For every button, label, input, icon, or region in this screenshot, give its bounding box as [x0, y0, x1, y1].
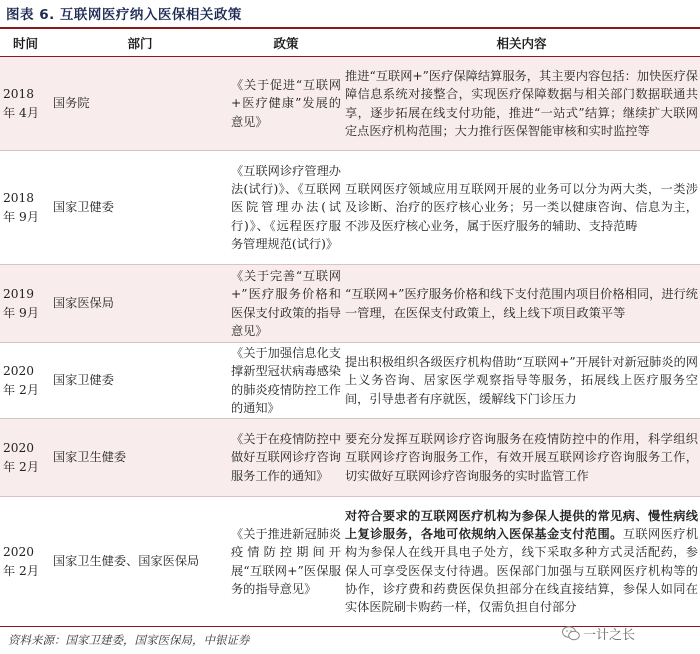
cell-policy: 《关于在疫情防控中做好互联网诊疗咨询服务工作的通知》: [229, 419, 343, 497]
cell-content: [343, 151, 700, 265]
content-text: 互联网医疗领域应用互联网开展的业务可以分为两大类，一类涉及诊断、治疗的医疗核心业务；另一类以健康咨询、信息为主，不涉及医疗核心业务，属于医疗服务的辅助、支持范畴: [345, 182, 698, 233]
cell-time: 2020 年 2月: [0, 343, 51, 419]
cell-content: [343, 57, 700, 151]
content-text: 互联网医疗机构为参保人在线开具电子处方，线下采取多种方式灵活配药，参保人可享受医保支付待遇。医保部门加强与互联网医疗机构等的协作，诊疗费和药费医保负担部分在线直接结算，参保人如同在实体医院刷卡购药一样，仅需负担自付部分: [345, 527, 699, 614]
cell-policy: 《互联网诊疗管理办法(试行)》、《互联网医院管理办法(试行)》、《远程医疗服务管理规范(试行)》: [229, 151, 343, 265]
table-title: 图表 6. 互联网医疗纳入医保相关政策: [6, 7, 242, 23]
cell-time: 2018 年 4月: [0, 57, 51, 151]
cell-policy: 《关于推进新冠肺炎疫情防控期间开展“互联网+”医保服务的指导意见》: [229, 497, 343, 627]
table-row: [0, 151, 700, 265]
cell-content: [343, 497, 700, 627]
table-row: [0, 343, 700, 419]
watermark-text: 一计之长: [583, 628, 636, 643]
table-row: [0, 265, 700, 343]
table-row: [0, 497, 700, 627]
cell-content: [343, 265, 700, 343]
table-row: [0, 57, 700, 151]
cell-department: 国家卫生健委、国家医保局: [51, 497, 229, 627]
source-note: 资料来源：国家卫建委，国家医保局，中银证券: [8, 633, 250, 647]
cell-content: [343, 343, 700, 419]
top-rule: [0, 27, 700, 29]
cell-department: 国家医保局: [51, 265, 229, 343]
cell-policy: 《关于完善“互联网+”医疗服务价格和医保支付政策的指导意见》: [229, 265, 343, 343]
policy-table: [0, 30, 700, 627]
cell-department: 国务院: [51, 57, 229, 151]
cell-policy: 《关于促进“互联网+医疗健康”发展的意见》: [229, 57, 343, 151]
cell-content: [343, 419, 700, 497]
header-department: 部门: [51, 30, 229, 57]
cell-time: 2019 年 9月: [0, 265, 51, 343]
header-time: 时间: [0, 30, 51, 57]
table-row: [0, 419, 700, 497]
cell-department: 国家卫生健委: [51, 419, 229, 497]
content-text: 要充分发挥互联网诊疗咨询服务在疫情防控中的作用，科学组织互联网诊疗咨询服务工作，有效开展互联网诊疗咨询服务工作，切实做好互联网诊疗咨询服务的实时监管工作: [345, 432, 698, 483]
cell-time: 2020 年 2月: [0, 419, 51, 497]
cell-department: 国家卫健委: [51, 151, 229, 265]
header-content: 相关内容: [343, 30, 700, 57]
cell-time: 2018 年 9月: [0, 151, 51, 265]
content-bold: 对符合要求的互联网医疗机构为参保人提供的常见病、慢性病线上复诊服务，各地可依规纳入医保基金支付范围。: [345, 508, 698, 542]
content-text: 提出积极组织各级医疗机构借助“互联网+”开展针对新冠肺炎的网上义务咨询、居家医学观察指导等服务，拓展线上医疗服务空间，引导患者有序就医，缓解线下门诊压力: [345, 355, 698, 406]
content-text: “互联网+”医疗服务价格和线下支付范围内项目价格相同，进行统一管理，在医保支付政策上，线上线下项目政策平等: [345, 287, 698, 320]
cell-time: 2020 年 2月: [0, 497, 51, 627]
cell-department: 国家卫健委: [51, 343, 229, 419]
header-row: [0, 30, 700, 57]
wechat-icon: [562, 626, 580, 641]
content-text: 推进“互联网+”医疗保障结算服务，其主要内容包括：加快医疗保障信息系统对接整合，实现医疗保障数据与相关部门数据联通共享，逐步拓展在线支付功能，推进“一站式”结算；继续扩大联网定点医疗机构范围；大力推行医保智能审核和实时监控等: [345, 69, 698, 138]
cell-policy: 《关于加强信息化支撑新型冠状病毒感染的肺炎疫情防控工作的通知》: [229, 343, 343, 419]
header-policy: 政策: [229, 30, 343, 57]
